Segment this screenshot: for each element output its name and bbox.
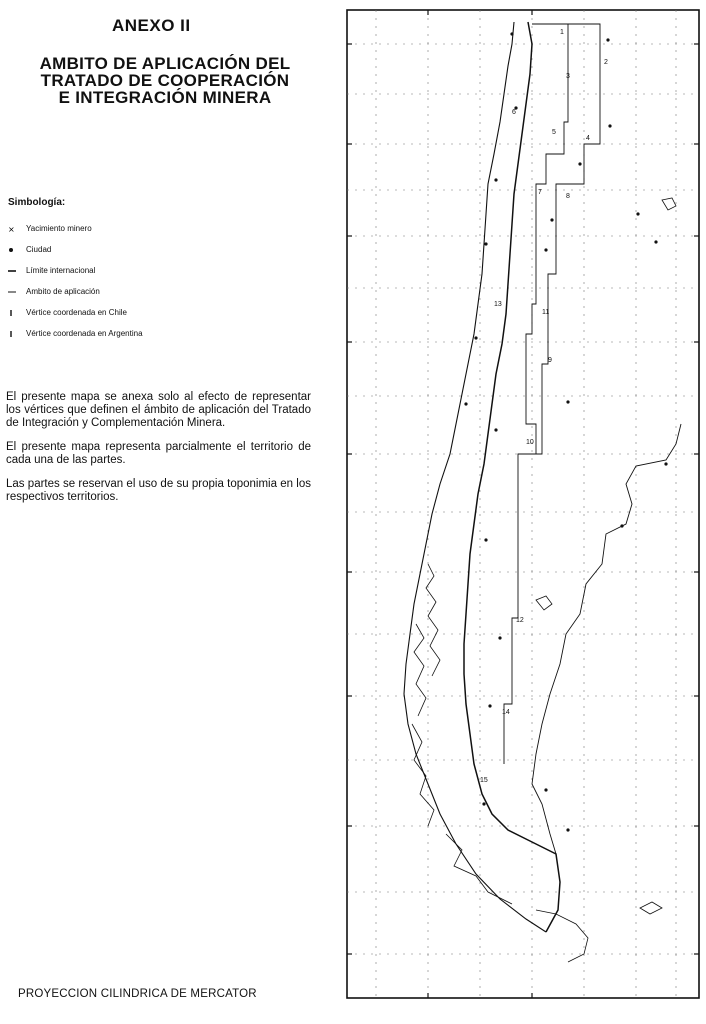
note-paragraph: El presente mapa representa parcialmente el territorio de cada una de las partes. xyxy=(6,441,311,466)
vertex-label: 9 xyxy=(548,357,552,364)
map-canvas xyxy=(336,4,706,1004)
legend-heading: Simbología: xyxy=(8,197,66,208)
city-dot-icon xyxy=(8,246,22,254)
legend-label: Límite internacional xyxy=(26,266,96,275)
legend-item xyxy=(8,323,143,344)
svg-text:×: × xyxy=(8,224,15,233)
notes-block xyxy=(6,391,311,515)
legend-item xyxy=(8,239,143,260)
legend-label: Ambito de aplicación xyxy=(26,287,100,296)
vertex-label: 7 xyxy=(538,189,542,196)
legend-item xyxy=(8,302,143,323)
legend-label: Vértice coordenada en Argentina xyxy=(26,329,143,338)
vertex-label: 4 xyxy=(586,135,590,142)
map-title xyxy=(0,55,330,106)
legend-label: Yacimiento minero xyxy=(26,224,92,233)
projection-label: PROYECCION CILINDRICA DE MERCATOR xyxy=(18,988,257,1000)
coastline-west xyxy=(404,22,546,932)
vertex-label: 10 xyxy=(526,439,534,446)
scope-boundary xyxy=(504,24,568,764)
annex-label: ANEXO II xyxy=(112,16,191,35)
legend-list xyxy=(8,218,143,344)
vertex-label: 12 xyxy=(516,617,524,624)
legend-panel xyxy=(0,0,330,1024)
title-line-2: TRATADO DE COOPERACIÓN xyxy=(40,71,290,90)
frame-ticks xyxy=(347,10,699,998)
title-line-1: AMBITO DE APLICACIÓN DEL xyxy=(39,54,291,73)
vertex-label: 14 xyxy=(502,709,510,716)
vertex-label: 3 xyxy=(566,73,570,80)
scope-line-icon xyxy=(8,288,22,296)
note-paragraph: El presente mapa se anexa solo al efecto de representar los vértices que definen el ámbito de aplicación del Tratado de Integración y Complementación Minera. xyxy=(6,391,311,429)
vertex-label: 5 xyxy=(552,129,556,136)
vertex-label: 8 xyxy=(566,193,570,200)
map-frame xyxy=(347,10,699,998)
island xyxy=(536,596,552,610)
vertex-label: 2 xyxy=(604,59,608,66)
vertex-label: 13 xyxy=(494,301,502,308)
vertex-label: 11 xyxy=(542,309,550,316)
island xyxy=(640,902,662,914)
island xyxy=(662,198,676,210)
legend-item xyxy=(8,218,143,239)
map-panel xyxy=(336,4,706,1004)
coastline-east xyxy=(532,424,681,854)
vertex-label: 6 xyxy=(512,109,516,116)
graticule xyxy=(347,10,699,998)
border-line-icon xyxy=(8,267,22,275)
legend-label: Vértice coordenada en Chile xyxy=(26,308,127,317)
vertex-argentina-icon xyxy=(8,330,22,338)
vertex-label: 1 xyxy=(560,29,564,36)
vertex-chile-icon xyxy=(8,309,22,317)
note-paragraph: Las partes se reservan el uso de su propia toponimia en los respectivos territorios. xyxy=(6,478,311,503)
legend-item xyxy=(8,260,143,281)
vertex-label: 15 xyxy=(480,777,488,784)
legend-item xyxy=(8,281,143,302)
legend-label: Ciudad xyxy=(26,245,52,254)
mine-icon xyxy=(8,225,22,233)
fjords xyxy=(412,564,588,962)
scope-boundary-east xyxy=(526,24,600,454)
title-line-3: E INTEGRACIÓN MINERA xyxy=(58,88,272,107)
